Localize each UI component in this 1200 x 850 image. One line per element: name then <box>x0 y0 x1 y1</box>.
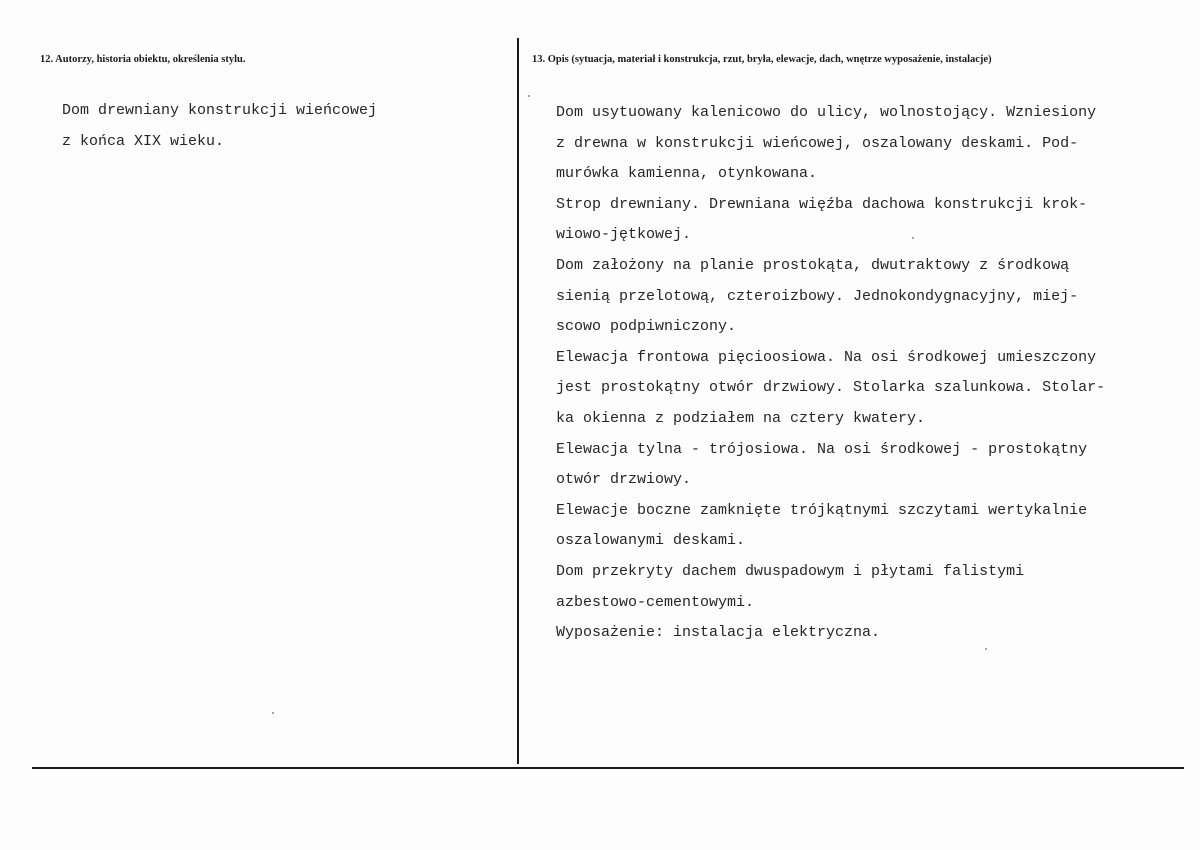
text-line: scowo podpiwniczony. <box>556 318 737 336</box>
text-line: Elewacja tylna - trójosiowa. Na osi środkowej - prostokątny <box>556 440 1088 458</box>
text-line: otwór drzwiowy. <box>556 471 692 489</box>
text-line: ka okienna z podziałem na cztery kwatery. <box>556 409 926 427</box>
text-line: Dom usytuowany kalenicowo do ulicy, wolnostojący. Wzniesiony <box>556 104 1097 121</box>
text-line: z drewna w konstrukcji wieńcowej, oszalowany deskami. Pod- <box>556 134 1079 152</box>
bottom-rule <box>32 767 1184 769</box>
paper-speck <box>528 95 530 97</box>
text-line: murówka kamienna, otynkowana. <box>556 165 818 183</box>
paper-speck <box>912 237 914 239</box>
section-12-heading: 12. Autorzy, historia obiektu, określenia stylu. <box>40 54 246 65</box>
text-line: wiowo-jętkowej. <box>556 226 692 244</box>
text-line: jest prostokątny otwór drzwiowy. Stolarka szalunkowa. Stolar- <box>556 379 1106 397</box>
text-line: azbestowo-cementowymi. <box>556 593 755 611</box>
text-line: Dom drewniany konstrukcji wieńcowej <box>62 102 378 119</box>
text-line: Dom założony na planie prostokąta, dwutraktowy z środkową <box>556 256 1070 274</box>
section-12-text <box>62 96 377 157</box>
text-line: z końca XIX wieku. <box>62 132 225 150</box>
text-line: Elewacje boczne zamknięte trójkątnymi szczytami wertykalnie <box>556 501 1088 519</box>
section-13-text <box>556 98 1105 649</box>
paper-speck <box>272 712 274 714</box>
text-line: oszalowanymi deskami. <box>556 532 746 550</box>
text-line: Wyposażenie: instalacja elektryczna. <box>556 624 881 642</box>
paper-speck <box>985 648 987 650</box>
text-line: Strop drewniany. Drewniana więźba dachowa konstrukcji krok- <box>556 195 1088 213</box>
section-13-heading: 13. Opis (sytuacja, materiał i konstrukcja, rzut, bryła, elewacje, dach, wnętrze wyposażenie, instalacje) <box>532 54 992 65</box>
text-line: Dom przekryty dachem dwuspadowym i płytami falistymi <box>556 562 1025 580</box>
text-line: sienią przelotową, czteroizbowy. Jednokondygnacyjny, miej- <box>556 287 1079 305</box>
column-divider <box>517 38 519 764</box>
text-line: Elewacja frontowa pięcioosiowa. Na osi środkowej umieszczony <box>556 348 1097 366</box>
